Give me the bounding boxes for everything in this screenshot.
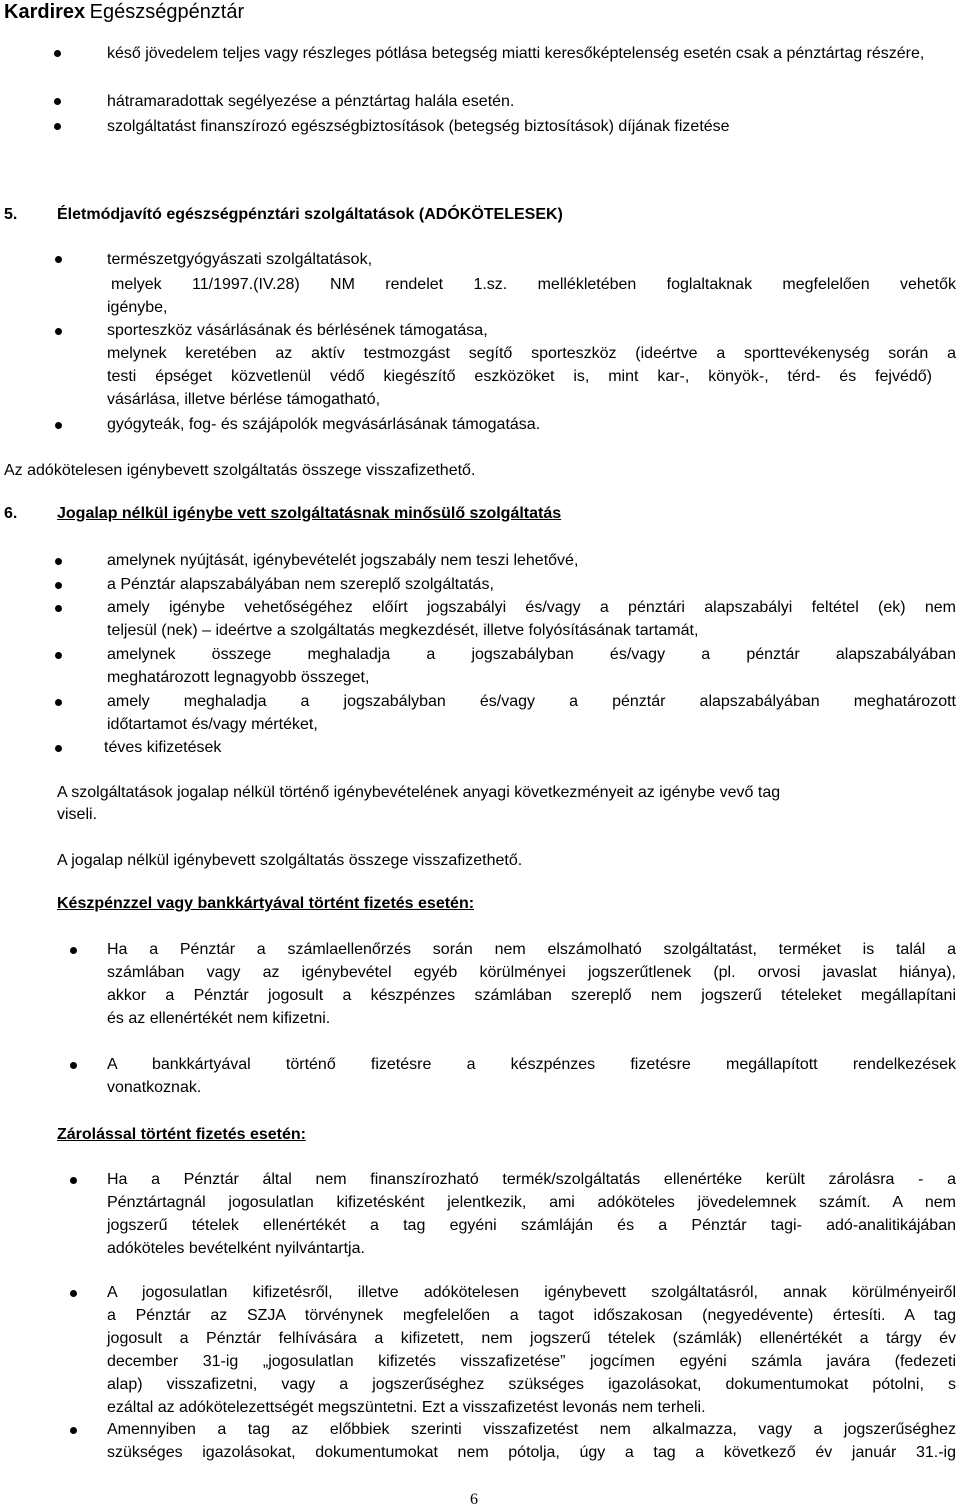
list-item: szolgáltatást finanszírozó egészségbiztosítások (betegség biztosítások) díjának fizetése <box>107 118 730 135</box>
list-item: téves kifizetések <box>104 739 222 756</box>
list-item: Amennyiben a tag az előbbiek szerinti visszafizetést nem alkalmazza, vagy a jogszerűséghez <box>107 1421 956 1438</box>
section-6-number: 6. <box>4 505 18 522</box>
list-item-line: melynek keretében az aktív testmozgást segítő sporteszköz (ideértve a sporttevékenység során a <box>107 345 956 362</box>
list-item-line: számlában vagy az igénybevétel egyéb körülményei jogszerűtlenek (pl. orvosi javaslat hiánya), <box>107 964 956 981</box>
bullet-icon <box>55 605 62 612</box>
bullet-icon <box>55 582 62 589</box>
paragraph-line: viseli. <box>57 806 98 823</box>
list-item: a Pénztár alapszabályában nem szereplő szolgáltatás, <box>107 576 494 593</box>
list-item: amely meghaladja a jogszabályban és/vagy a pénztár alapszabályában meghatározott <box>107 693 956 710</box>
bullet-icon <box>70 1427 77 1434</box>
header-subtitle: Egészségpénztár <box>89 1 245 23</box>
bullet-icon <box>55 652 62 659</box>
list-item: Ha a Pénztár által nem finanszírozható termék/szolgáltatás ellenértéke került zárolásra - a <box>107 1171 956 1188</box>
bullet-icon <box>70 947 77 954</box>
bullet-icon <box>70 1062 77 1069</box>
list-item: amelynek nyújtását, igénybevételét jogszabály nem teszi lehetővé, <box>107 552 579 569</box>
page-number: 6 <box>470 1491 478 1508</box>
list-item-line: teljesül (nek) – ideértve a szolgáltatás megkezdését, illetve folyósításának tartamát, <box>107 622 699 639</box>
list-item-line: akkor a Pénztár jogosult a készpénzes számlában szereplő nem jogszerű tételeket megállapítani <box>107 987 956 1004</box>
list-item-line: meghatározott legnagyobb összeget, <box>107 669 370 686</box>
bullet-icon <box>70 1177 77 1184</box>
bullet-icon <box>55 558 62 565</box>
header-brand: Kardirex <box>4 1 86 23</box>
paragraph-line: A szolgáltatások jogalap nélkül történő igénybevételének anyagi következményeit az igénybe vevő tag <box>57 784 781 801</box>
list-item: amelynek összege meghaladja a jogszabályban és/vagy a pénztár alapszabályában <box>107 646 956 663</box>
list-item-line: december 31-ig „jogosulatlan kifizetés visszafizetése” jogcímen egyéni számla javára (fedezeti <box>107 1353 956 1370</box>
list-item-line: melyek 11/1997.(IV.28) NM rendelet 1.sz. mellékletében foglaltaknak megfelelően vehetők <box>111 276 956 293</box>
list-item-line: alap) visszafizetni, vagy a jogszerűséghez szükséges igazolásokat, dokumentumokat pótolni, s <box>107 1376 956 1393</box>
list-item-line: időtartamot és/vagy mértéket, <box>107 716 318 733</box>
list-item-line: jogszerű tételek ellenértékét a tag egyéni számláján és a Pénztár tagi- adó-analitikájában <box>107 1217 956 1234</box>
lock-heading: Zárolással történt fizetés esetén: <box>57 1126 306 1143</box>
list-item-line: ezáltal az adókötelezettségét megszüntetni. Ezt a visszafizetést levonás nem terheli. <box>107 1399 706 1416</box>
bullet-icon <box>54 98 61 105</box>
header-title <box>4 1 244 25</box>
section-6-paragraph <box>57 782 957 826</box>
list-item: természetgyógyászati szolgáltatások, <box>107 251 373 268</box>
list-item-line: a Pénztár az SZJA törvénynek megfelelően a tagot időszakosan (negyedévente) értesíti. A tag <box>107 1307 956 1324</box>
list-item-line: adóköteles bevételként nyilvántartja. <box>107 1240 365 1257</box>
section-6-note: A jogalap nélkül igénybevett szolgáltatás összege visszafizethető. <box>57 852 523 869</box>
bullet-icon <box>54 50 61 57</box>
list-item-line: testi épséget közvetlenül védő kiegészítő eszközöket is, mint kar-, könyök-, térd- és fejvédő) <box>107 368 932 385</box>
cash-heading: Készpénzzel vagy bankkártyával történt fizetés esetén: <box>57 895 475 912</box>
section-5-title: Életmódjavító egészségpénztári szolgáltatások (ADÓKÖTELESEK) <box>57 206 563 223</box>
list-item: amely igénybe vehetőségéhez előírt jogszabályi és/vagy a pénztári alapszabályi feltétel (ek) nem <box>107 599 956 616</box>
list-item: A bankkártyával történő fizetésre a készpénzes fizetésre megállapított rendelkezések <box>107 1056 956 1073</box>
bullet-icon <box>55 328 62 335</box>
list-item-line: szükséges igazolásokat, dokumentumokat nem pótolja, úgy a tag a következő év január 31.-ig <box>107 1444 956 1461</box>
list-item: sporteszköz vásárlásának és bérlésének támogatása, <box>107 322 488 339</box>
list-item-line: vonatkoznak. <box>107 1079 202 1096</box>
list-item: hátramaradottak segélyezése a pénztártag halála esetén. <box>107 93 515 110</box>
list-item: gyógyteák, fog- és szájápolók megvásárlásának támogatása. <box>107 416 541 433</box>
list-item-line: igénybe, <box>107 299 168 316</box>
list-item-line: vásárlása, illetve bérlése támogatható, <box>107 391 381 408</box>
section-5-number: 5. <box>4 206 18 223</box>
list-item-line: és az ellenértékét nem kifizetni. <box>107 1010 331 1027</box>
section-5-note: Az adókötelesen igénybevett szolgáltatás összege visszafizethető. <box>4 462 476 479</box>
list-item-line: jogosult a Pénztár felhívására a kifizetett, nem jogszerű tételek (számlák) ellenértékét a tárgy év <box>107 1330 956 1347</box>
list-item: Ha a Pénztár a számlaellenőrzés során nem elszámolható szolgáltatást, terméket is talál a <box>107 941 956 958</box>
list-item-line: Pénztártagnál jogosulatlan kifizetésként jelentkezik, ami adóköteles jövedelemnek számít. A nem <box>107 1194 956 1211</box>
bullet-icon <box>55 422 62 429</box>
bullet-icon <box>55 256 62 263</box>
list-item: A jogosulatlan kifizetésről, illetve adókötelesen igénybevett szolgáltatásról, annak körülményeiről <box>107 1284 956 1301</box>
bullet-icon <box>55 699 62 706</box>
bullet-icon <box>55 745 62 752</box>
bullet-icon <box>70 1290 77 1297</box>
list-item: késő jövedelem teljes vagy részleges pótlása betegség miatti keresőképtelenség esetén csak a pénztártag részére, <box>107 45 925 62</box>
section-6-title: Jogalap nélkül igénybe vett szolgáltatásnak minősülő szolgáltatás <box>57 505 562 522</box>
bullet-icon <box>54 123 61 130</box>
page-header <box>0 0 960 27</box>
